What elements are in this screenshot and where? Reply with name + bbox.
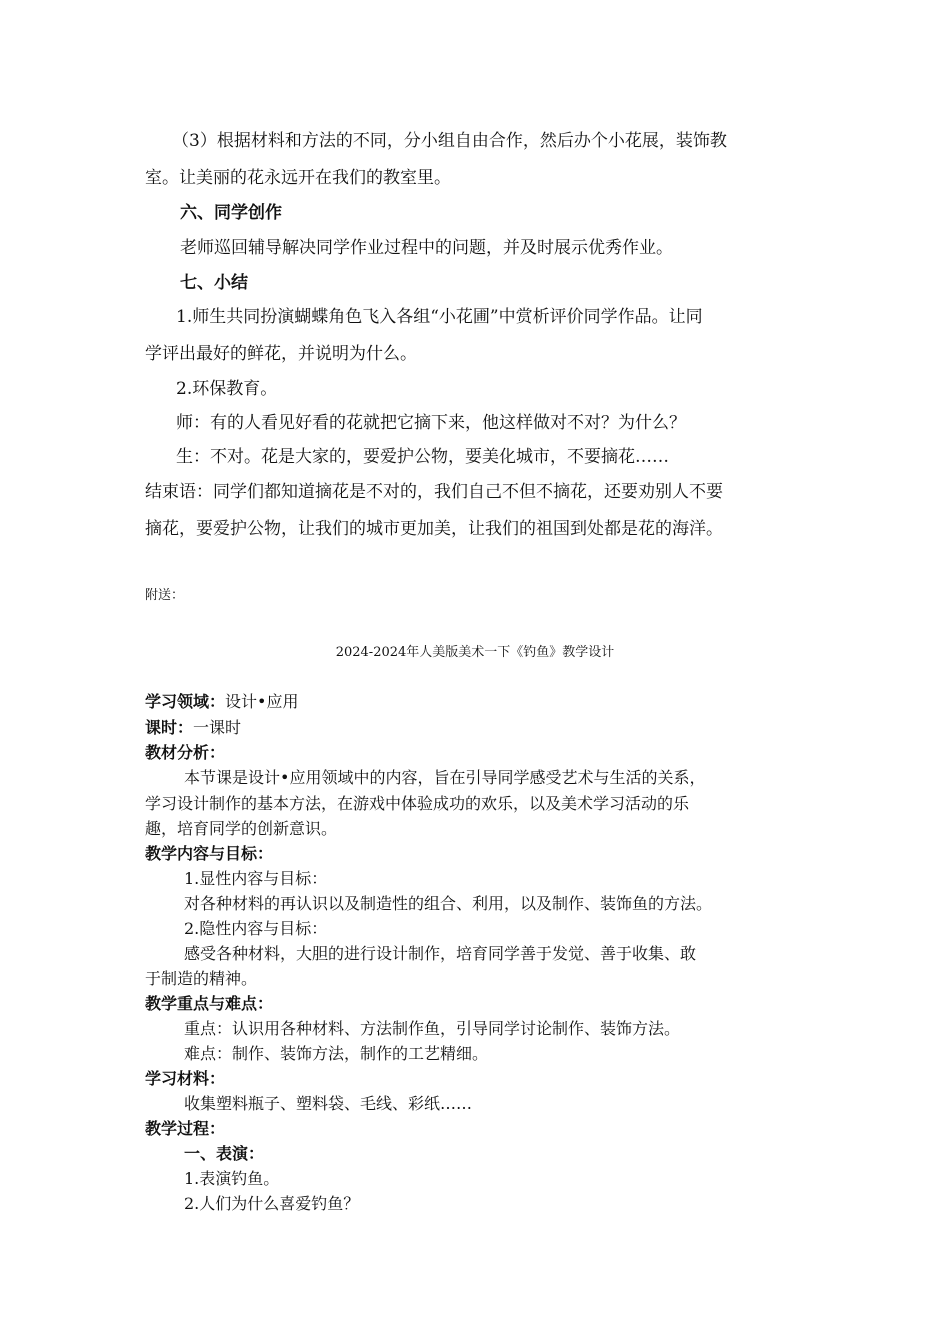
appendix-label: 附送： [145, 588, 185, 603]
class-hours-row [145, 715, 815, 738]
analysis-line-2: 学习设计制作的基本方法，在游戏中体验成功的欢乐，以及美术学习活动的乐 [145, 794, 690, 813]
summary-item-1-line-2: 学评出最好的鲜花，并说明为什么。 [145, 344, 417, 364]
study-field-label: 学习领域： [145, 692, 226, 711]
summary-item-1-line-1: 1.师生共同扮演蝴蝶角色飞入各组“小花圃”中赏析评价同学作品。让同 [176, 307, 703, 327]
explicit-content-heading: 1.显性内容与目标： [184, 869, 328, 888]
implicit-content-heading: 2.隐性内容与目标： [184, 919, 328, 938]
summary-item-2: 2.环保教育。 [176, 379, 278, 399]
performance-item-1: 1.表演钓鱼。 [184, 1169, 280, 1188]
key-point: 重点：认识用各种材料、方法制作鱼，引导同学讨论制作、装饰方法。 [184, 1019, 681, 1038]
heading-key-difficult: 教学重点与难点： [145, 994, 274, 1013]
study-field-row [145, 689, 815, 712]
analysis-line-1: 本节课是设计•应用领域中的内容，旨在引导同学感受艺术与生活的关系， [184, 768, 706, 787]
closing-line-2: 摘花，要爱护公物，让我们的城市更加美，让我们的祖国到处都是花的海洋。 [145, 519, 723, 539]
study-field-value: 设计•应用 [225, 692, 299, 711]
heading-learning-materials: 学习材料： [145, 1069, 226, 1088]
analysis-line-3: 趣，培育同学的创新意识。 [145, 819, 338, 838]
paragraph-3-line-1: （3）根据材料和方法的不同，分小组自由合作，然后办个小花展，装饰教 [172, 131, 727, 151]
student-line: 生：不对。花是大家的，要爱护公物，要美化城市，不要摘花…… [176, 447, 669, 467]
document-title: 2024-2024年人美版美术一下《钓鱼》教学设计 [335, 645, 615, 660]
heading-material-analysis: 教材分析： [145, 743, 226, 762]
heading-summary: 七、小结 [180, 273, 248, 293]
paragraph-student-creation: 老师巡回辅导解决同学作业过程中的问题，并及时展示优秀作业。 [180, 238, 673, 258]
heading-performance: 一、表演： [184, 1144, 265, 1163]
heading-teaching-process: 教学过程： [145, 1119, 226, 1138]
class-hours-value: 一课时 [193, 718, 242, 737]
class-hours-label: 课时： [145, 718, 194, 737]
closing-line-1: 结束语：同学们都知道摘花是不对的，我们自己不但不摘花，还要劝别人不要 [145, 482, 723, 502]
teacher-line: 师：有的人看见好看的花就把它摘下来，他这样做对不对？为什么？ [176, 413, 686, 433]
implicit-content-line-1: 感受各种材料，大胆的进行设计制作，培育同学善于发觉、善于收集、敢 [184, 944, 697, 963]
learning-materials-text: 收集塑料瓶子、塑料袋、毛线、彩纸…… [184, 1094, 473, 1113]
difficult-point: 难点：制作、装饰方法，制作的工艺精细。 [184, 1044, 489, 1063]
implicit-content-line-2: 于制造的精神。 [145, 969, 258, 988]
heading-student-creation: 六、同学创作 [180, 203, 282, 223]
heading-content-goals: 教学内容与目标： [145, 844, 274, 863]
paragraph-3-line-2: 室。让美丽的花永远开在我们的教室里。 [145, 168, 451, 188]
performance-item-2: 2.人们为什么喜爱钓鱼？ [184, 1194, 360, 1213]
explicit-content-text: 对各种材料的再认识以及制造性的组合、利用，以及制作、装饰鱼的方法。 [184, 894, 713, 913]
